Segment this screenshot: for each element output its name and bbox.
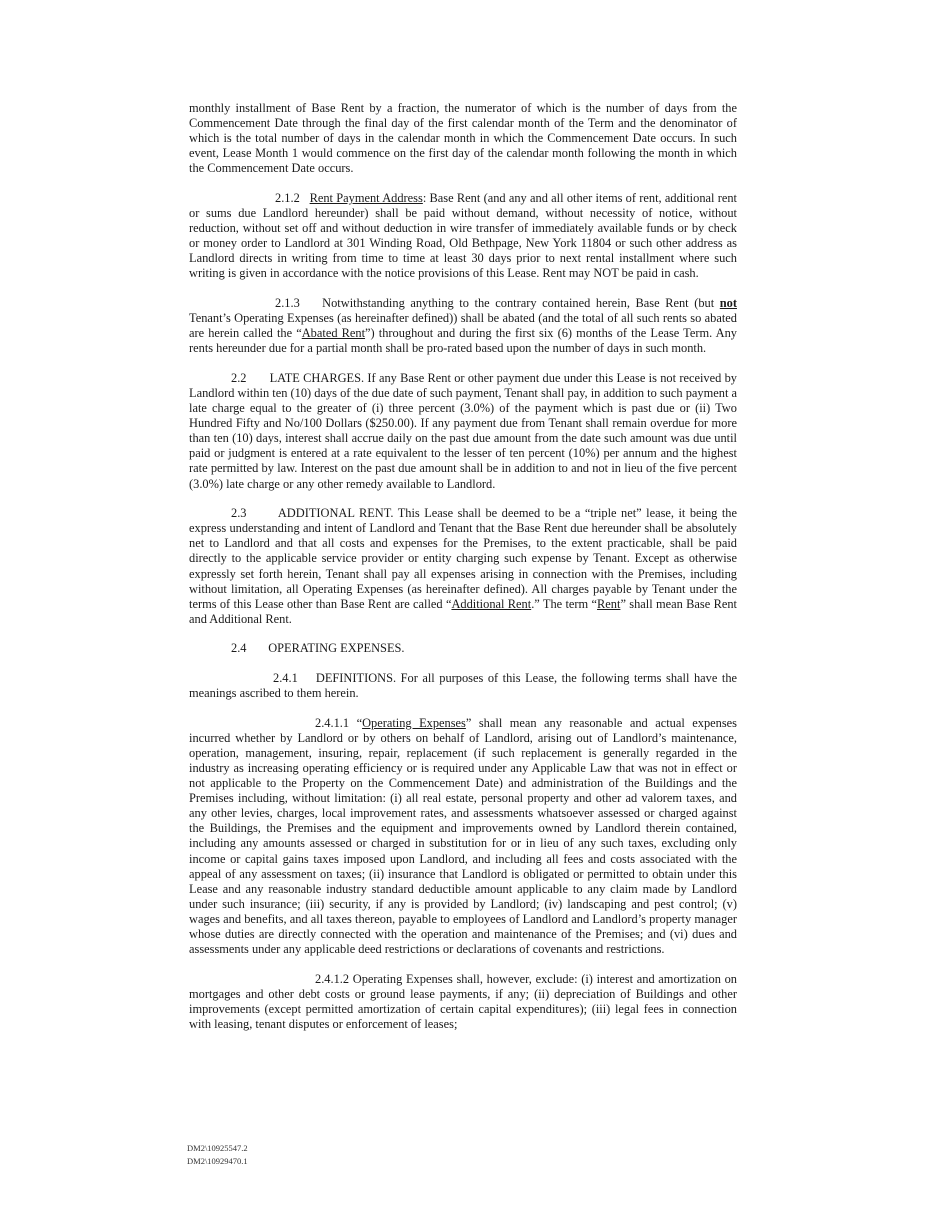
section-2-4-1: [189, 671, 737, 701]
section-2-1-2: [189, 191, 737, 282]
section-text: Operating Expenses shall, however, exclude: (i) interest and amortization on mortgages and other debt costs or ground lease payments, if any; (ii) depreciation of Buildings and other improvements (except permitted amortization of certain capital expenditures); (iii) legal fees in connection with leasing, tenant disputes or enforcement of leases;: [189, 971, 737, 1031]
section-text: DEFINITIONS. For all purposes of this Lease, the following terms shall have the meanings ascribed to them herein.: [189, 671, 738, 701]
defined-term: Abated Rent: [301, 326, 366, 341]
section-number: 2.1.2: [275, 190, 300, 205]
section-text: Notwithstanding anything to the contrary contained herein, Base Rent (but: [322, 296, 715, 311]
emphasis-not: not: [719, 296, 737, 311]
section-number: 2.2: [231, 370, 247, 385]
section-text: : Base Rent (and any and all other items of rent, additional rent or sums due Landlord hereunder) shall be paid without demand, without necessity of notice, without reduction, without set off and without deduction in wire transfer of immediately available funds or by check or money order to Landlord at 301 Winding Road, Old Bethpage, New York 11804 or such other address as Landlord directs in writing from time to time at least 30 days prior to next rental installment where such writing is given in accordance with the notice provisions of this Lease. Rent may NOT be paid in cash.: [189, 190, 737, 281]
doc-id-line-1: DM2\10925547.2: [187, 1143, 248, 1153]
section-2-4-1-1: [189, 716, 737, 958]
lease-body: [189, 101, 737, 1047]
section-2-1-3: [189, 296, 737, 356]
section-title: OPERATING EXPENSES.: [268, 641, 405, 656]
intro-text: monthly installment of Base Rent by a fraction, the numerator of which is the number of days from the Commencement Date through the final day of the first calendar month of the Term and the denominator of which is the total number of days in the calendar month in which the Commencement Date occurs. In such event, Lease Month 1 would commence on the first day of the calendar month following the month in which the Commencement Date occurs.: [189, 101, 737, 176]
section-text: ” shall mean Base Rent and Additional Rent.: [189, 596, 737, 626]
section-text: ” shall mean any reasonable and actual expenses incurred whether by Landlord or by others on behalf of Landlord, arising out of Landlord’s maintenance, operation, management, insuring, repair, replacement (if such replacement is generally regarded in the industry as increasing operating efficiency or is required under any Applicable Law that was not in effect or not applicable to the Property on the Commencement Date) and administration of the Buildings and the Premises including, without limitation: (i) all real estate, personal property and other ad valorem taxes, and any other levies, charges, local improvement rates, and assessments whatsoever assessed or charged against the Buildings, the Premises and the equipment and improvements owned by Landlord therein contained, including any amounts assessed or charged in substitution for or in lieu of any such taxes, excluding only income or capital gains taxes imposed upon Landlord, and including all fees and costs associated with the appeal of any assessment on taxes; (ii) insurance that Landlord is obligated or permitted to obtain under this Lease and any reasonable industry standard deductible amount applicable to any claim made by Landlord under such insurance; (iii) security, if any is provided by Landlord; (iv) landscaping and pest control; (v) wages and benefits, and all taxes thereon, payable to employees of Landlord and Landlord’s property manager whose duties are directly connected with the operation and maintenance of the Premises; and (vi) dues and assessments under any applicable deed restrictions or declarations of covenants and restrictions.: [189, 715, 737, 957]
paragraph-intro: [189, 101, 737, 176]
section-title: Rent Payment Address: [309, 190, 423, 205]
section-text: ADDITIONAL RENT. This Lease shall be deemed to be a “triple net” lease, it being the express understanding and intent of Landlord and Tenant that the Base Rent due hereunder shall be absolutely net to Landlord and that all costs and expenses for the Premises, to the extent practicable, shall be paid directly to the applicable service provider or entity charging such expense by Tenant. Except as otherwise expressly set forth herein, Tenant shall pay all expenses arising in connection with the Premises, including without limitation, all Operating Expenses (as hereinafter defined). All charges payable by Tenant under the terms of this Lease other than Base Rent are called “: [189, 506, 737, 611]
section-text: .” The term “: [531, 596, 598, 611]
section-2-2: [189, 371, 737, 492]
section-2-4-1-2: [189, 972, 737, 1032]
section-number: 2.4.1.2: [315, 971, 350, 986]
section-text: ”) throughout and during the first six (6) months of the Lease Term. Any rents hereunder due for a partial month shall be pro-rated based upon the number of days in such month.: [189, 326, 737, 356]
defined-term: Additional Rent: [451, 596, 532, 611]
defined-term: Rent: [597, 596, 621, 611]
section-number: 2.1.3: [275, 296, 300, 311]
section-number: 2.3: [231, 506, 247, 521]
document-footer: [187, 1142, 248, 1168]
section-2-4: [189, 641, 737, 656]
section-number: 2.4: [231, 641, 247, 656]
section-number: 2.4.1.1: [315, 715, 350, 730]
section-2-3: [189, 506, 737, 627]
section-text: Tenant’s Operating Expenses (as hereinafter defined)) shall be abated (and the total of all such rents so abated are herein called the “: [189, 311, 737, 341]
section-number: 2.4.1: [273, 671, 298, 685]
section-text: LATE CHARGES. If any Base Rent or other payment due under this Lease is not received by Landlord within ten (10) days of the due date of such payment, Tenant shall pay, in addition to such payment a late charge equal to the greater of (i) three percent (3.0%) of the payment which is past due or (ii) Two Hundred Fifty and No/100 Dollars ($250.00). If any payment due from Tenant shall remain overdue for more than ten (10) days, interest shall accrue daily on the past due amount from the date such amount was due until paid or judgment is entered at a rate equivalent to the lesser of ten percent (10%) per annum and the highest rate permitted by law. Interest on the past due amount shall be in addition to and not in lieu of the five percent (3.0%) late charge or any other remedy available to Landlord.: [189, 370, 737, 491]
quote-mark: “: [356, 715, 363, 730]
defined-term: Operating Expenses: [362, 715, 466, 730]
doc-id-line-2: DM2\10929470.1: [187, 1156, 248, 1166]
